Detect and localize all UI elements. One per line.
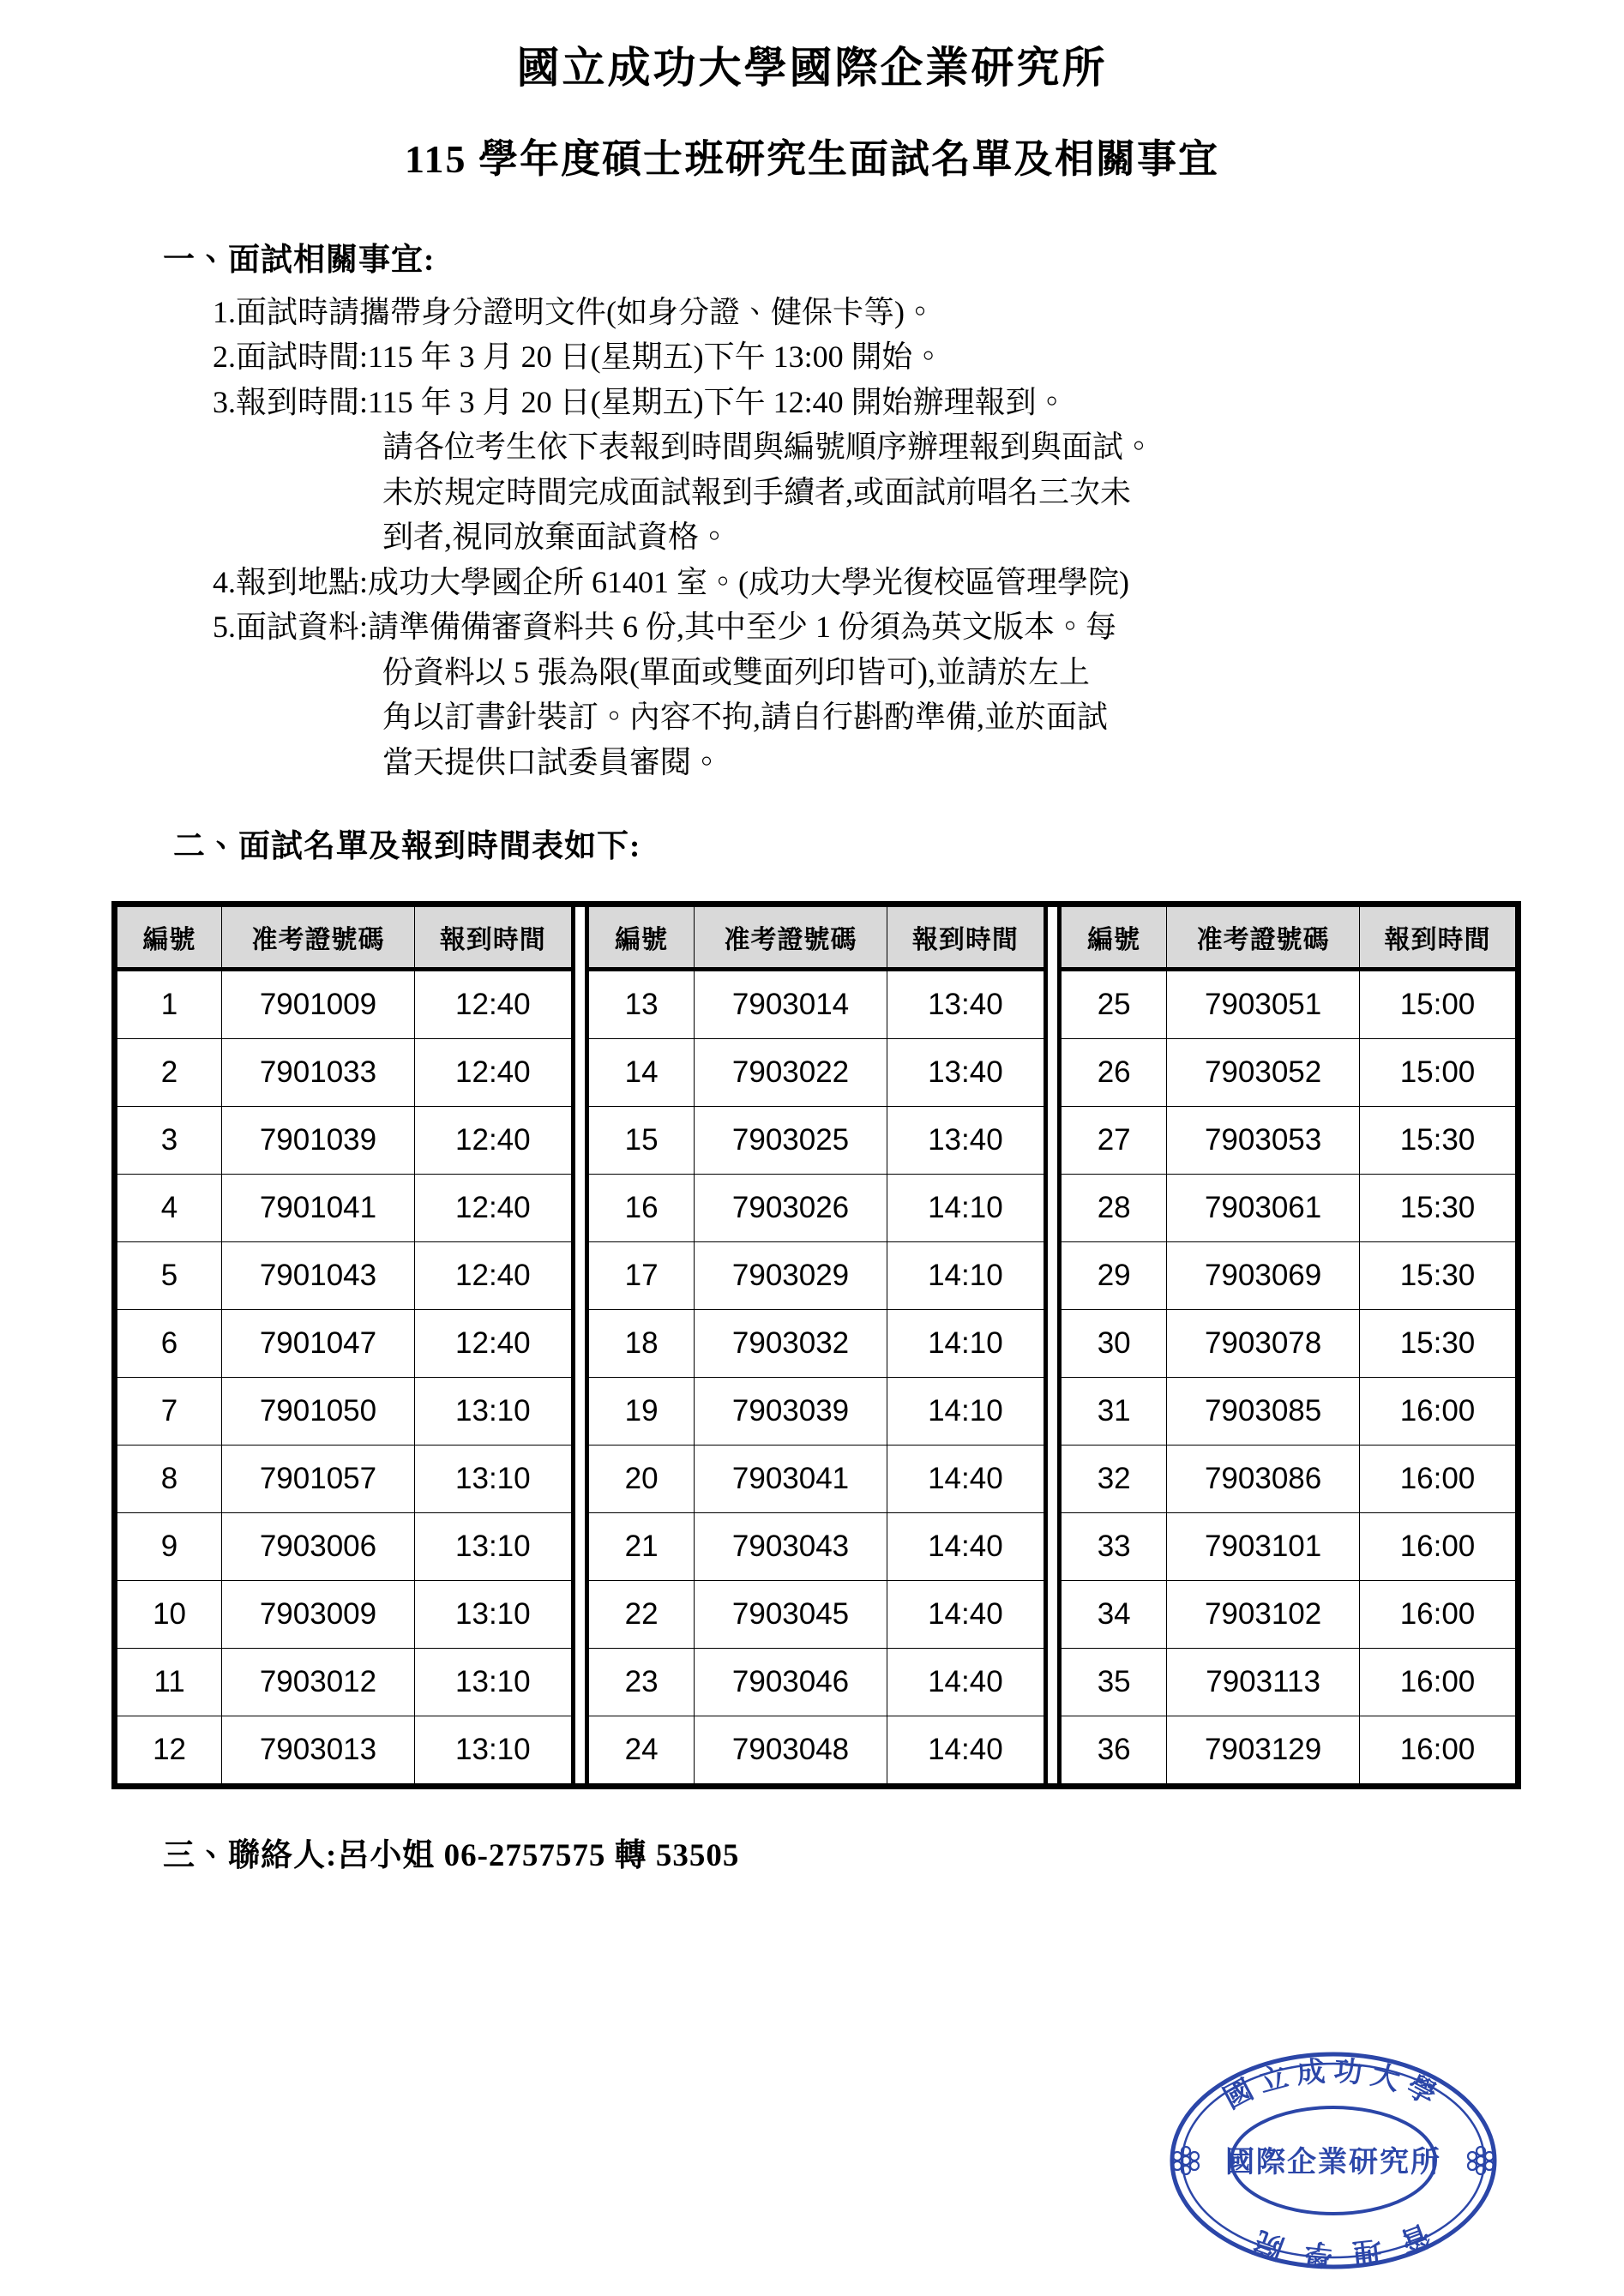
cell-report-time: 13:10: [414, 1378, 573, 1446]
cell-exam-id: 7903113: [1167, 1649, 1360, 1716]
group-separator: [573, 1107, 586, 1175]
group-separator: [1045, 1649, 1059, 1716]
cell-report-time: 15:30: [1359, 1310, 1518, 1378]
group-separator: [1045, 1107, 1059, 1175]
table-row: [115, 1446, 1519, 1513]
group-separator: [573, 1581, 586, 1649]
cell-no: 5: [115, 1242, 222, 1310]
cell-report-time: 14:10: [887, 1378, 1045, 1446]
cell-exam-id: 7901039: [222, 1107, 415, 1175]
cell-exam-id: 7903012: [222, 1649, 415, 1716]
list-item-continuation: 請各位考生依下表報到時間與編號順序辦理報到與面試。: [382, 430, 1155, 465]
cell-exam-id: 7903013: [222, 1716, 415, 1787]
cell-exam-id: 7903101: [1167, 1513, 1360, 1581]
cell-exam-id: 7903102: [1167, 1581, 1360, 1649]
cell-exam-id: 7903051: [1167, 970, 1360, 1039]
group-separator: [1045, 1716, 1059, 1787]
table-row: [115, 1581, 1519, 1649]
cell-exam-id: 7901043: [222, 1242, 415, 1310]
cell-no: 19: [587, 1378, 695, 1446]
page-title: 國立成功大學國際企業研究所: [516, 44, 1108, 92]
list-item-text: 1.面試時請攜帶身分證明文件(如身分證、健保卡等)。: [213, 294, 935, 329]
cell-report-time: 16:00: [1359, 1446, 1518, 1513]
roster-table: [111, 901, 1521, 1789]
cell-no: 6: [115, 1310, 222, 1378]
cell-exam-id: 7901050: [222, 1378, 415, 1446]
cell-report-time: 15:00: [1359, 970, 1518, 1039]
group-separator: [573, 1716, 586, 1787]
group-separator: [1045, 1446, 1059, 1513]
list-item: [213, 560, 1514, 605]
roster-table-head: [115, 905, 1519, 970]
cell-report-time: 14:40: [887, 1649, 1045, 1716]
seal-inner-text: 國際企業研究所: [1225, 2147, 1441, 2179]
cell-report-time: 12:40: [414, 1310, 573, 1378]
cell-no: 21: [587, 1513, 695, 1581]
cell-report-time: 15:30: [1359, 1107, 1518, 1175]
cell-no: 32: [1060, 1446, 1167, 1513]
cell-no: 30: [1060, 1310, 1167, 1378]
cell-report-time: 12:40: [414, 1175, 573, 1242]
cell-report-time: 12:40: [414, 1039, 573, 1107]
cell-no: 17: [587, 1242, 695, 1310]
cell-no: 23: [587, 1649, 695, 1716]
cell-exam-id: 7903041: [695, 1446, 887, 1513]
cell-exam-id: 7903053: [1167, 1107, 1360, 1175]
cell-report-time: 14:10: [887, 1175, 1045, 1242]
cell-exam-id: 7903085: [1167, 1378, 1360, 1446]
list-item-text: 4.報到地點:成功大學國企所 61401 室。(成功大學光復校區管理學院): [213, 564, 1129, 599]
cell-report-time: 12:40: [414, 1107, 573, 1175]
cell-report-time: 16:00: [1359, 1581, 1518, 1649]
table-row: [115, 1107, 1519, 1175]
cell-exam-id: 7903045: [695, 1581, 887, 1649]
cell-no: 36: [1060, 1716, 1167, 1787]
cell-no: 14: [587, 1039, 695, 1107]
group-separator: [1045, 1242, 1059, 1310]
group-separator: [573, 1378, 586, 1446]
cell-exam-id: 7903048: [695, 1716, 887, 1787]
cell-exam-id: 7903046: [695, 1649, 887, 1716]
section-two-heading: 二、面試名單及報到時間表如下:: [173, 828, 641, 864]
cell-no: 31: [1060, 1378, 1167, 1446]
group-separator: [1045, 1581, 1059, 1649]
cell-exam-id: 7903129: [1167, 1716, 1360, 1787]
cell-exam-id: 7903052: [1167, 1039, 1360, 1107]
cell-exam-id: 7901057: [222, 1446, 415, 1513]
cell-exam-id: 7903022: [695, 1039, 887, 1107]
cell-exam-id: 7903032: [695, 1310, 887, 1378]
footer: [0, 1832, 1624, 1880]
table-row: [115, 1242, 1519, 1310]
group-separator: [573, 1310, 586, 1378]
cell-no: 3: [115, 1107, 222, 1175]
list-item-continuation: 份資料以 5 張為限(單面或雙面列印皆可),並請於左上: [382, 654, 1090, 689]
list-item-continuation: 當天提供口試委員審閱。: [382, 744, 723, 779]
seal-outer-bottom-text: 管理學院: [1233, 2217, 1434, 2270]
cell-report-time: 14:40: [887, 1716, 1045, 1787]
list-item-text: 2.面試時間:115 年 3 月 20 日(星期五)下午 13:00 開始。: [213, 340, 944, 375]
svg-text:管理學院: [1233, 2218, 1434, 2270]
group-separator: [1045, 1310, 1059, 1378]
cell-no: 4: [115, 1175, 222, 1242]
cell-exam-id: 7903069: [1167, 1242, 1360, 1310]
cell-no: 1: [115, 970, 222, 1039]
cell-report-time: 13:10: [414, 1513, 573, 1581]
cell-no: 29: [1060, 1242, 1167, 1310]
cell-no: 15: [587, 1107, 695, 1175]
cell-report-time: 13:10: [414, 1446, 573, 1513]
cell-exam-id: 7901033: [222, 1039, 415, 1107]
group-separator: [1045, 970, 1059, 1039]
svg-text:國立成功大學: [1218, 2055, 1448, 2115]
group-separator: [573, 1513, 586, 1581]
table-row: [115, 1310, 1519, 1378]
table-row: [115, 1175, 1519, 1242]
cell-exam-id: 7901047: [222, 1310, 415, 1378]
table-row: [115, 1378, 1519, 1446]
cell-report-time: 15:30: [1359, 1175, 1518, 1242]
list-item-text: 3.報到時間:115 年 3 月 20 日(星期五)下午 12:40 開始辦理報到。: [213, 384, 1068, 419]
group-separator: [573, 905, 586, 970]
cell-exam-id: 7903061: [1167, 1175, 1360, 1242]
cell-report-time: 16:00: [1359, 1513, 1518, 1581]
cell-report-time: 13:10: [414, 1581, 573, 1649]
col-header-time: 報到時間: [414, 905, 573, 970]
cell-no: 34: [1060, 1581, 1167, 1649]
col-header-time: 報到時間: [1359, 905, 1518, 970]
contact-line: 三、聯絡人:呂小姐 06-2757575 轉 53505: [163, 1838, 740, 1874]
cell-report-time: 14:10: [887, 1310, 1045, 1378]
seal-outer-top-text: 國立成功大學: [1218, 2056, 1448, 2116]
col-header-no: 編號: [115, 905, 222, 970]
cell-exam-id: 7901009: [222, 970, 415, 1039]
group-separator: [1045, 1513, 1059, 1581]
list-item-continuation: 到者,視同放棄面試資格。: [382, 520, 731, 555]
cell-no: 8: [115, 1446, 222, 1513]
cell-exam-id: 7903009: [222, 1581, 415, 1649]
cell-report-time: 13:10: [414, 1716, 573, 1787]
cell-no: 2: [115, 1039, 222, 1107]
cell-exam-id: 7903029: [695, 1242, 887, 1310]
official-seal-stamp: [1162, 2045, 1505, 2276]
cell-exam-id: 7903039: [695, 1378, 887, 1446]
list-item-continuation: 角以訂書針裝訂。內容不拘,請自行斟酌準備,並於面試: [382, 700, 1109, 735]
table-row: [115, 970, 1519, 1039]
cell-report-time: 14:40: [887, 1513, 1045, 1581]
group-separator: [573, 1446, 586, 1513]
page-subtitle: 115 學年度碩士班研究生面試名單及相關事宜: [405, 136, 1219, 181]
cell-no: 33: [1060, 1513, 1167, 1581]
cell-report-time: 16:00: [1359, 1649, 1518, 1716]
cell-no: 11: [115, 1649, 222, 1716]
cell-exam-id: 7903086: [1167, 1446, 1360, 1513]
list-item-text: 5.面試資料:請準備備審資料共 6 份,其中至少 1 份須為英文版本。每: [213, 610, 1117, 645]
cell-no: 12: [115, 1716, 222, 1787]
list-item-continuation: 未於規定時間完成面試報到手續者,或面試前唱名三次未: [382, 474, 1132, 509]
cell-no: 18: [587, 1310, 695, 1378]
cell-exam-id: 7901041: [222, 1175, 415, 1242]
cell-no: 22: [587, 1581, 695, 1649]
group-separator: [1045, 905, 1059, 970]
cell-no: 24: [587, 1716, 695, 1787]
group-separator: [573, 970, 586, 1039]
cell-report-time: 15:30: [1359, 1242, 1518, 1310]
section-one-heading: 一、面試相關事宜:: [163, 243, 436, 278]
group-separator: [573, 1175, 586, 1242]
seal-flower-left-icon: [1173, 2147, 1199, 2174]
cell-no: 27: [1060, 1107, 1167, 1175]
cell-no: 7: [115, 1378, 222, 1446]
col-header-id: 准考證號碼: [695, 905, 887, 970]
cell-no: 35: [1060, 1649, 1167, 1716]
cell-no: 28: [1060, 1175, 1167, 1242]
cell-report-time: 13:40: [887, 1107, 1045, 1175]
cell-no: 10: [115, 1581, 222, 1649]
table-row: [115, 1716, 1519, 1787]
cell-no: 9: [115, 1513, 222, 1581]
cell-report-time: 14:40: [887, 1446, 1045, 1513]
table-header-row: [115, 905, 1519, 970]
col-header-id: 准考證號碼: [222, 905, 415, 970]
body-content: [0, 237, 1624, 870]
table-row: [115, 1649, 1519, 1716]
list-item: [213, 380, 1514, 560]
cell-report-time: 12:40: [414, 1242, 573, 1310]
roster-table-zone: [0, 901, 1624, 1789]
group-separator: [1045, 1378, 1059, 1446]
cell-exam-id: 7903043: [695, 1513, 887, 1581]
cell-report-time: 13:40: [887, 970, 1045, 1039]
cell-exam-id: 7903026: [695, 1175, 887, 1242]
roster-table-body: [115, 970, 1519, 1787]
group-separator: [1045, 1039, 1059, 1107]
group-separator: [573, 1242, 586, 1310]
cell-no: 13: [587, 970, 695, 1039]
list-item: [213, 290, 1514, 335]
cell-report-time: 13:40: [887, 1039, 1045, 1107]
cell-no: 16: [587, 1175, 695, 1242]
cell-no: 25: [1060, 970, 1167, 1039]
cell-exam-id: 7903078: [1167, 1310, 1360, 1378]
col-header-id: 准考證號碼: [1167, 905, 1360, 970]
table-row: [115, 1513, 1519, 1581]
cell-report-time: 12:40: [414, 970, 573, 1039]
col-header-no: 編號: [1060, 905, 1167, 970]
group-separator: [573, 1649, 586, 1716]
table-row: [115, 1039, 1519, 1107]
cell-report-time: 16:00: [1359, 1378, 1518, 1446]
seal-flower-right-icon: [1468, 2147, 1494, 2174]
cell-exam-id: 7903006: [222, 1513, 415, 1581]
cell-report-time: 14:40: [887, 1581, 1045, 1649]
cell-report-time: 13:10: [414, 1649, 573, 1716]
interview-notes-list: [163, 290, 1514, 785]
group-separator: [573, 1039, 586, 1107]
list-item: [213, 604, 1514, 784]
list-item: [213, 334, 1514, 380]
col-header-no: 編號: [587, 905, 695, 970]
cell-report-time: 16:00: [1359, 1716, 1518, 1787]
cell-exam-id: 7903025: [695, 1107, 887, 1175]
cell-report-time: 14:10: [887, 1242, 1045, 1310]
col-header-time: 報到時間: [887, 905, 1045, 970]
cell-exam-id: 7903014: [695, 970, 887, 1039]
cell-report-time: 15:00: [1359, 1039, 1518, 1107]
cell-no: 20: [587, 1446, 695, 1513]
cell-no: 26: [1060, 1039, 1167, 1107]
group-separator: [1045, 1175, 1059, 1242]
